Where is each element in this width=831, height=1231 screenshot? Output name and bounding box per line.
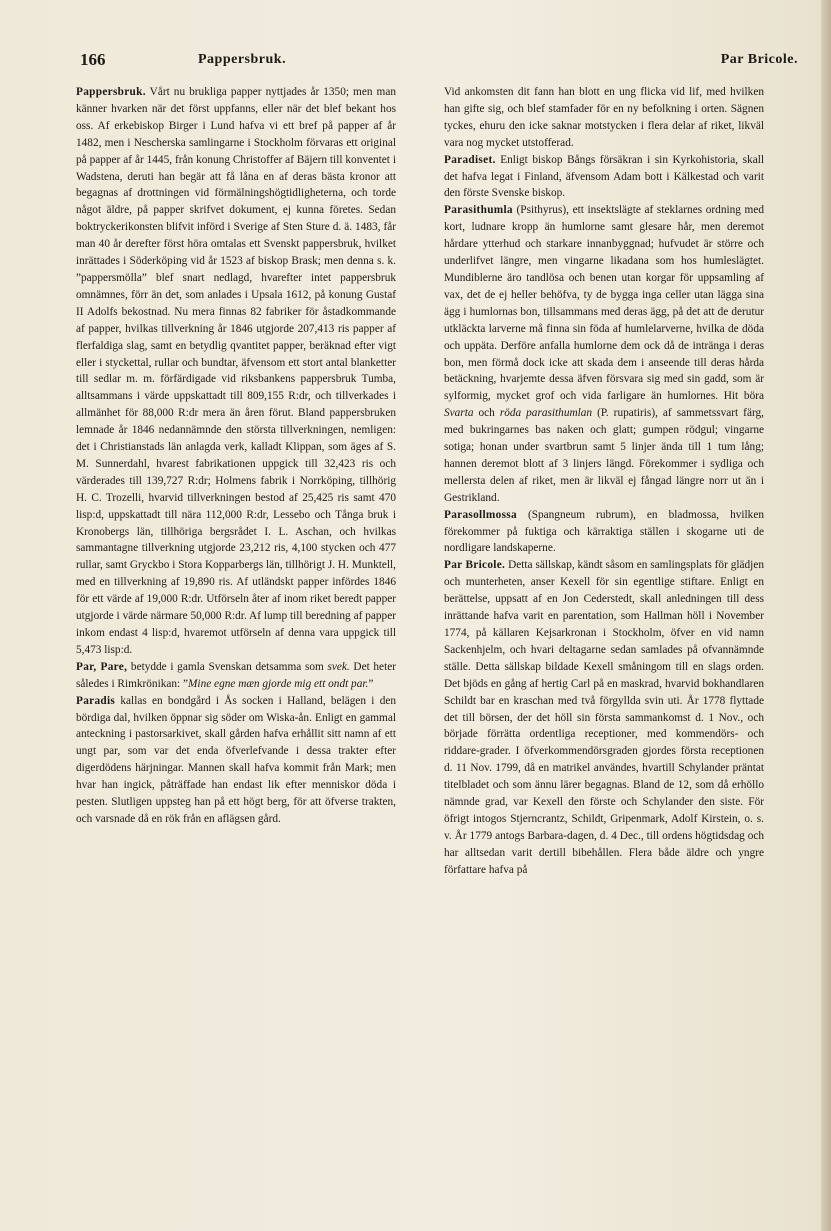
entry-italic: Svarta (444, 407, 474, 420)
entry-text: och (473, 407, 500, 420)
entry-text: Enligt biskop Bångs försäkran i sin Kyrkohistoria, skall det hafva legat i Finland, äfvensom Adam bott i Kälkestad och varit den förste Svenske biskop. (444, 153, 764, 200)
entry-par-bricole (444, 557, 764, 878)
page-number: 166 (80, 50, 106, 69)
entry-italic: svek. (327, 660, 350, 673)
entry-text: (Psithyrus), ett insektslägte af steklarnes ordning med kort, ludnare kropp än humlorne samt glesare hår, men deremot hårdare ytterhud och starkare innanbyggnad; hufvudet är större och underlifvet längre, men vingarne likadana som hos humleslägtet. Mundiblerne äro tandlösa och benen utan korgar för uppsamling af vax, det de ej heller behöfva, ty de bygga inga celler utan lägga sina ägg i humlornas bon, tillsammans med deras ägg, på det att de derutur utkläckta larverne må finna sin föda af humlelarverne, hvilka de döda och uppäta. Derföre anfalla humlorne dem ock då de inträngа i deras bon, men förmå dock icke att skada dem i anseende till deras hårda betäckning, hvarjemte dessa äfven försvara sig med sin gadd, som är sylformig, mycket grof och vida farligare än humlornes. Hit böra (444, 204, 764, 403)
entry-italic: röda parasithumlan (499, 407, 593, 420)
entry-text: (Spangneum rubrum), en bladmossa, hvilken förekommer på fuktiga och kärraktiga ställen i skogarne uti de nordligare landskaperne. (444, 508, 764, 555)
headword: Pappersbruk. (76, 86, 146, 98)
entry-italic: Mine egne mæn gjorde mig ett ondt par. (188, 677, 369, 690)
right-running-head: Par Bricole. (720, 52, 798, 67)
entry-parasollmossa (444, 507, 764, 558)
entry-par-pare (76, 659, 396, 693)
left-column (76, 84, 396, 828)
entry-text: betydde i gamla Svenskan detsamma som (127, 660, 328, 673)
left-running-head: Pappersbruk. (198, 52, 287, 67)
headword: Par, Pare, (76, 660, 128, 673)
entry-text: Vårt nu brukliga papper nyttjades år 1350; men man känner hvarken när det först uppfanns, eller när det blef bekant hos oss. Af erkebiskop Birger i Lund hafva vi ett bref på papper af år 1482, men i Nescherska samlingarne i Stockholm förvaras ett original på papper af år 1445, från konung Christoffer af Bäjern till konventet i Wadstena, deruti han begär att få låna en af deras bästa kronor att begagnas af drottningen vid förmälningshögtidligheterna, och torde något äldre, på papper skrifvet dokument, ej kunna företes. Sedan boktryckerikonsten blifvit införd i Sverige af Sten Sture d. ä. 1483, får man 40 år derefter först höra omtalas ett Svenskt pappersbruk, hvilket inrättades i Söderköping vid år 1523 af biskop Brask; men denna s. k. ”pappersmölla” blef snart nedlagd, hvarefter intet pappersbruk omnämnes, förr än det, som anlades i Upsala 1612, på konung Gustaf II Adolfs bekostnad. Nu mera finnas 82 fabriker för åstadkommande af papper, hvilkas tillverkning år 1846 utgjorde 207,413 ris papper af flerfaldiga slag, samt en betydlig qvantitet papper, beräknad efter vigt eller i styckettal, rullar och bundtar, äfvensom ett stort antal blanketter till sedlar m. m. förfärdigade vid riksbankens pappersbruk Tumba, alltsammans i värde uppskattadt till 809,155 R:dr, och tillverkades i allmänhet för 88,000 R:dr mera än åren förut. Bland pappersbruken lemnade år 1846 nedannämnde den största tillverkningen, nemligen: det i Christianstads län anlagda verk, kalladt Klippan, som äges af S. M. Sunnerdahl, hvarest fabrikationen uppgick till 32,423 ris och värderades till 139,727 R:dr; Holmens fabrik i Norrköping, tillhörig H. C. Trozelli, hvarvid tillverkningen bestod af 25,425 ris samt 470 lisp:d, uppskattadt till nära 112,000 R:dr, Lessebo och Tånga bruk i Kronobergs län, tillhöriga bergsrådet I. L. Aschan, och hvilkas sammantagne tillverkning utgjorde 23,212 ris, 4,100 stycken och 477 rullar, samt Gryckbo i Stora Kopparbergs län, tillhörigt J. H. Munktell, med en tillverkning af 19,890 ris. Af utländskt papper infördes 1846 för ett värde af 19,000 R:dr. Utförseln åter af inom riket beredt papper utgjorde i värde närmare 50,000 R:dr. Af lump till beredning af papper inkom endast 4 lisp:d, hvaremot utförseln af denna vara uppgick till 5,473 lisp:d. (76, 86, 396, 656)
entry-paradis-continued (444, 84, 764, 152)
entry-text: kallas en bondgård i Ås socken i Halland, belägen i den bördiga dal, hvilken öppnar sig söder om Wiska-ån. Enligt en gammal anteckning i pastorsarkivet, skall gården hafva erhållit sitt namn af ett ungt par, som var det enda öfverlefvande i dessa trakter efter digerdödens härjningar. Mannen skall hafva kommit från Mark; men hvar han ingick, påträffade han endast lik efter menniskor döda i pesten. Slutligen uppsteg han på ett högt berg, för att öfverse trakten, och varsnade då en rök från en aflägsen gård. (76, 694, 396, 825)
entry-pappersbruk (76, 84, 396, 659)
entry-text: Det heter således i Rimkrönikan: ” (76, 660, 396, 690)
headword: Paradis (76, 694, 116, 707)
headword: Parasollmossa (444, 508, 517, 521)
entry-parasithumla (444, 202, 764, 506)
entry-text: (P. rupatiris), af sammetssvart färg, med bukringarnes bas naken och glatt; gumpen rödgul; vingarne sotiga; honan under svartbrun samt 5 linjer ända till 1 tum lång; hannen deremot blott af 3 linjers längd. Förekommer i sydliga och mellersta delen af riket, men är likväl ej fångad längre norr ut än i Gestrikland. (444, 407, 764, 504)
headword: Paradiset. (444, 153, 496, 166)
headword: Par Bricole. (444, 559, 506, 572)
running-header (80, 50, 798, 76)
headword: Parasithumla (444, 204, 513, 217)
entry-paradis (76, 693, 396, 828)
entry-text: Detta sällskap, kändt såsom en samlingsplats för glädjen och munterheten, anser Kexell för sin egentlige stiftare. Enligt en berättelse, uppsatt af en Jon Cederstedt, skall anledningen till dess inrättande hafva varit en parentation, som Hallman höll i November 1774, på källaren Kejsarkronan i Stockholm, öfver en vid namn Sackenhjelm, och hvari deltagarne sedan samlades på ofvannämnde ställe. Detta sällskap bildade Kexell småningom till en slags orden. Det bjöds en gång af hertig Carl på en maskrad, hvarvid bokhandlaren Schildt bar en kraschan med två förgyllda svin uti. År 1778 flyttade det till börsen, der det höll sin första sammankomst d. 1 Nov., och började förrätta ordentliga receptioner, med kommendörs- och riddare-grader. I öfverkommendörsgraden gjordes första receptionen d. 11 Nov. 1799, då en matrikel användes, hvartill Schylander präntat titelbladet och som ännu lärer begagnas. Bland de 12, som då erhöllo nämnde grad, var Kexell den förste och Schylander den siste. För öfrigt intogos Stjerncrantz, Schildt, Gripenmark, Adolf Kirstein, o. s. v. År 1779 antogs Barbara-dagen, d. 4 Dec., till ordens högtidsdag och har alltsedan varit dertill bibehållen. Flera både äldre och yngre författare hafva på (444, 559, 764, 876)
page-edge (821, 0, 831, 1231)
right-column (444, 84, 764, 879)
entry-text: Vid ankomsten dit fann han blott en ung flicka vid lif, med hvilken han gifte sig, och blef stamfader för en ny befolkning i orten. Sägnen tyckes, ehuru den icke saknar motstycken i flera delar af riket, likväl vara nog mycket utstofferad. (444, 86, 764, 149)
entry-paradiset (444, 152, 764, 203)
entry-text: ” (368, 677, 374, 690)
